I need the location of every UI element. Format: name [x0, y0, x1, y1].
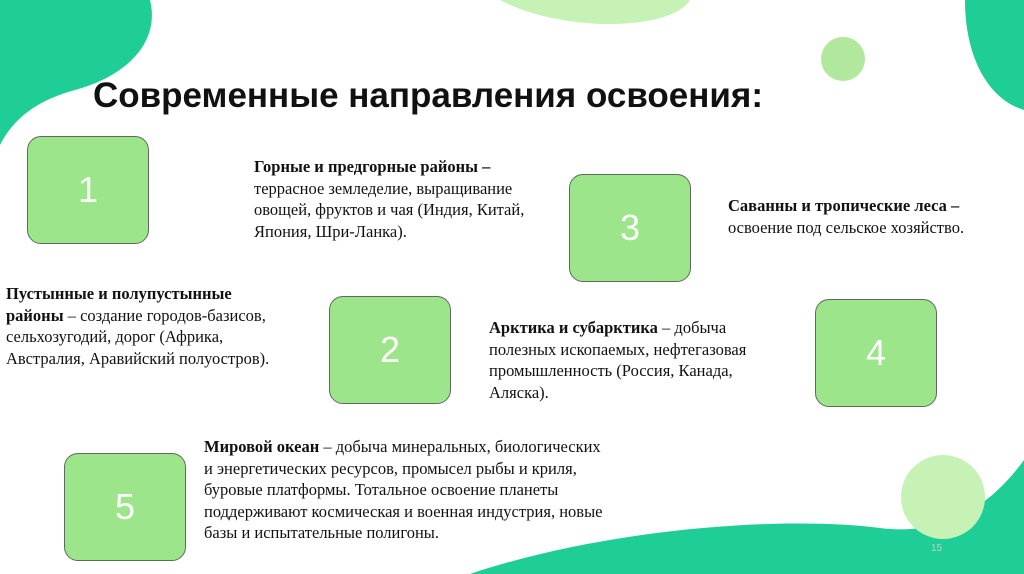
page-number: 15 [931, 543, 943, 554]
item-number-box-4: 4 [815, 299, 937, 407]
item-body-2: – создание городов-базисов, сельхозугодий, дорог (Африка, Австралия, Аравийский полуостров). [6, 305, 270, 368]
item-text-2 [6, 283, 288, 369]
page-title: Современные направления освоения: [93, 76, 763, 115]
item-heading-5: Мировой океан [204, 437, 320, 456]
top-center-arc-shape [500, 0, 690, 24]
bottom-right-circle-shape [901, 455, 985, 539]
item-heading-2: Пустынные и полупустынные районы [6, 284, 232, 325]
item-body-1: террасное земледелие, выращивание овощей, фруктов и чая (Индия, Китай, Япония, Шри-Ланка). [254, 178, 525, 241]
item-number-box-3: 3 [569, 174, 691, 282]
item-heading-3: Саванны и тропические леса – [728, 196, 960, 215]
item-text-1 [254, 156, 546, 242]
item-number-box-1: 1 [27, 136, 149, 244]
item-number-box-5: 5 [64, 453, 186, 561]
top-right-blob-shape [965, 0, 1024, 110]
item-body-5: – добыча минеральных, биологических и энергетических ресурсов, промысел рыбы и криля, буровые платформы. Тотальное освоение планеты поддерживают космическая и военная индустрия, новые базы и испытательные полигоны. [204, 437, 603, 542]
item-number-box-2: 2 [329, 296, 451, 404]
item-text-5 [204, 436, 610, 544]
item-body-4: – добыча полезных ископаемых, нефтегазовая промышленность (Россия, Канада, Аляска). [489, 318, 747, 402]
item-heading-1: Горные и предгорные районы – [254, 157, 491, 176]
item-body-3: освоение под сельское хозяйство. [728, 217, 965, 237]
item-text-3 [728, 195, 1020, 238]
small-circle-shape [821, 37, 865, 81]
top-left-blob-shape [0, 0, 152, 145]
item-text-4 [489, 317, 781, 403]
item-heading-4: Арктика и субарктика [489, 318, 658, 337]
